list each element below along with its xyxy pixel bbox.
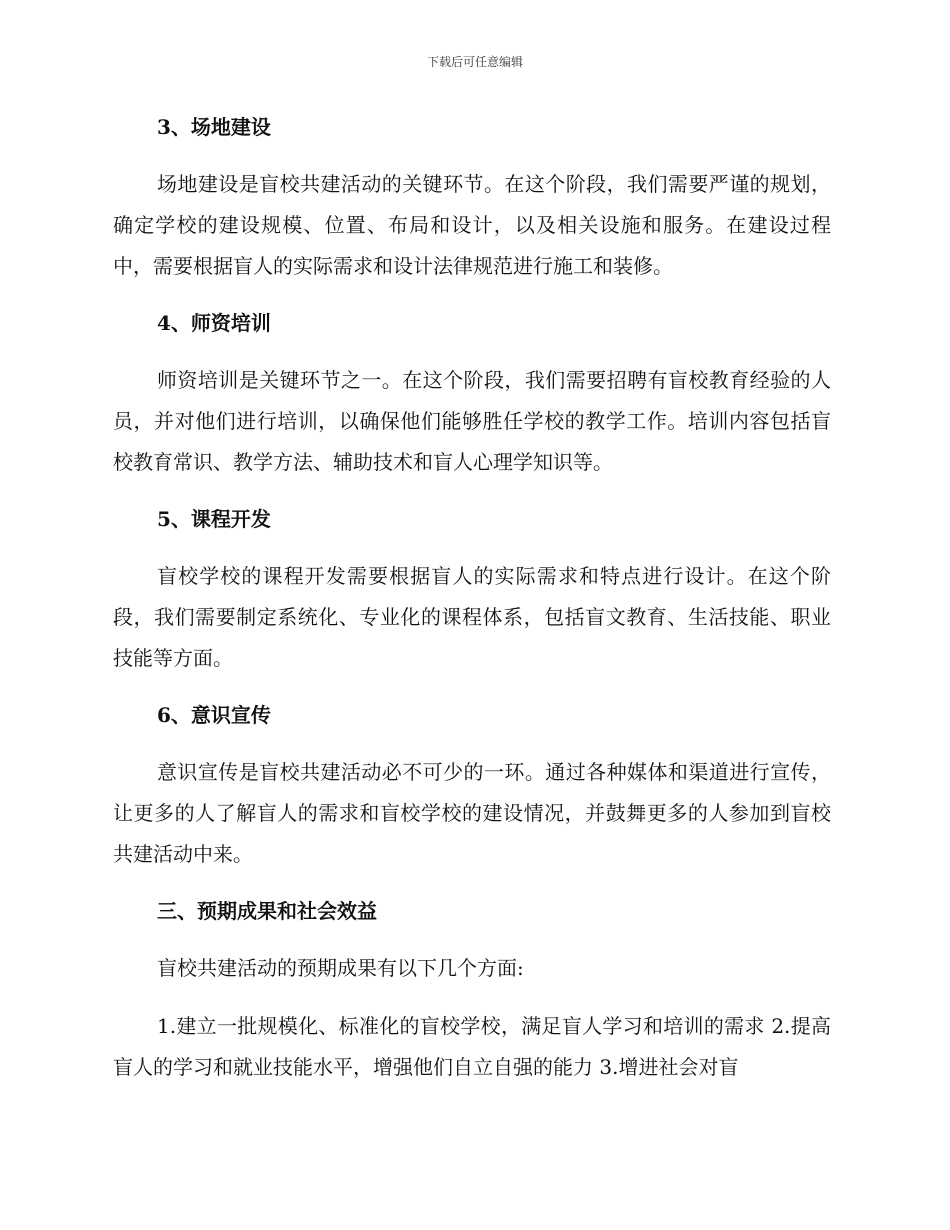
paragraph-curriculum-development: 盲校学校的课程开发需要根据盲人的实际需求和特点进行设计。在这个阶段，我们需要制定系统化、专业化的课程体系，包括盲文教育、生活技能、职业技能等方面。 [113,564,831,670]
paragraph-teacher-training: 师资培训是关键环节之一。在这个阶段，我们需要招聘有盲校教育经验的人员，并对他们进行培训，以确保他们能够胜任学校的教学工作。培训内容包括盲校教育常识、教学方法、辅助技术和盲人心理学知识等。 [113,368,831,474]
paragraph-awareness-promotion: 意识宣传是盲校共建活动必不可少的一环。通过各种媒体和渠道进行宣传，让更多的人了解盲人的需求和盲校学校的建设情况，并鼓舞更多的人参加到盲校共建活动中来。 [113,760,831,866]
paragraph-expected-outcomes-list: 1.建立一批规模化、标准化的盲校学校，满足盲人学习和培训的需求 2.提高盲人的学习和就业技能水平，增强他们自立自强的能力 3.增进社会对盲 [113,1014,831,1079]
page-header: 下载后可任意编辑 [426,55,523,69]
section-heading-site-construction: 3、场地建设 [157,115,271,139]
section-heading-teacher-training: 4、师资培训 [157,311,271,335]
document-body [113,108,831,1088]
section-heading-expected-outcomes: 三、预期成果和社会效益 [157,899,377,923]
section-heading-curriculum-development: 5、课程开发 [157,507,271,531]
paragraph-expected-outcomes-intro: 盲校共建活动的预期成果有以下几个方面: [157,956,524,980]
paragraph-site-construction: 场地建设是盲校共建活动的关键环节。在这个阶段，我们需要严谨的规划，确定学校的建设规模、位置、布局和设计，以及相关设施和服务。在建设过程中，需要根据盲人的实际需求和设计法律规范进行施工和装修。 [113,172,831,278]
section-heading-awareness-promotion: 6、意识宣传 [157,703,271,727]
